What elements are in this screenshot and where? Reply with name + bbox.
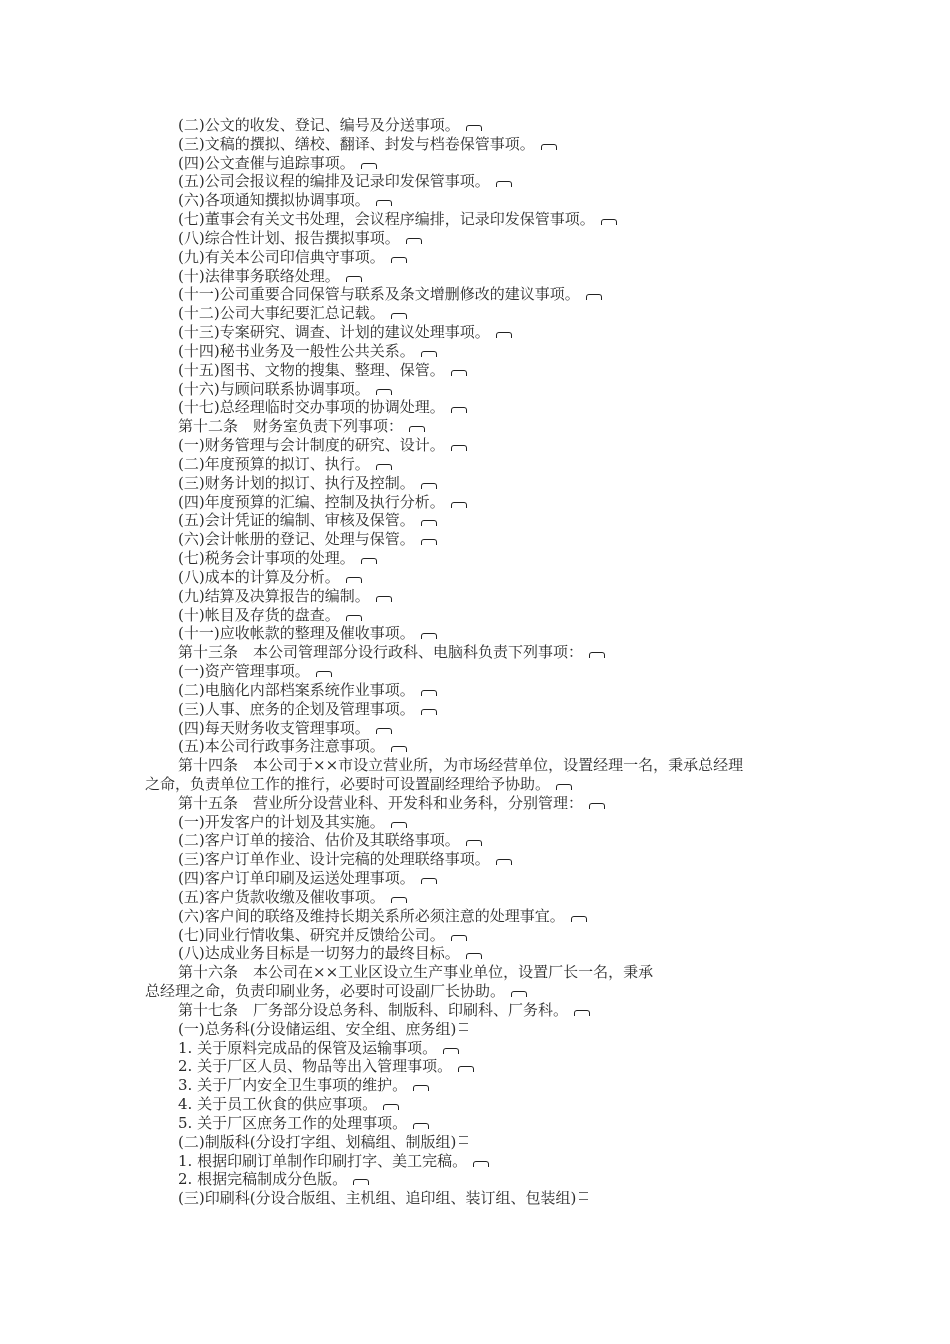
paragraph-mark-icon [391,313,407,319]
line-text: (二)公文的收发、登记、编号及分送事项。 [178,116,460,134]
line-text: (五)客户货款收缴及催收事项。 [178,887,385,906]
document-line [145,511,815,530]
paragraph-mark-icon [574,1010,590,1016]
line-break-mark-icon [459,1136,468,1144]
paragraph-mark-icon [421,633,437,639]
document-line [145,361,815,380]
document-line [145,1114,815,1133]
line-text: (十)帐目及存货的盘查。 [178,605,340,624]
document-line [145,474,815,493]
line-text: (一)财务管理与会计制度的研究、设计。 [178,436,445,455]
document-line [145,737,815,756]
document-line [145,549,815,568]
document-line [145,1039,815,1058]
line-text: (三)人事、庶务的企划及管理事项。 [178,699,415,718]
document-line [145,285,815,304]
line-text: (六)各项通知撰拟协调事项。 [178,191,370,210]
document-line [145,417,815,436]
line-text: (八)成本的计算及分析。 [178,567,340,586]
document-line [145,1095,815,1114]
line-text: 第十六条 本公司在××工业区设立生产事业单位，设置厂长一名，秉承 [178,963,654,982]
document-line [145,530,815,549]
line-text: 总经理之命，负责印刷业务，必要时可设副厂长协助。 [145,982,506,1001]
line-break-mark-icon [579,1192,588,1200]
paragraph-mark-icon [421,483,437,489]
paragraph-mark-icon [391,897,407,903]
document-line [145,568,815,587]
line-text: 第十五条 营业所分设营业科、开发科和业务科，分别管理： [178,793,584,812]
line-text: 之命，负责单位工作的推行，必要时可设置副经理给予协助。 [145,774,551,793]
line-text: (十一)公司重要合同保管与联系及条文增删修改的建议事项。 [178,285,580,304]
paragraph-mark-icon [571,916,587,922]
paragraph-mark-icon [391,746,407,752]
document-line [145,172,815,191]
document-line [145,1189,815,1208]
paragraph-mark-icon [383,1104,399,1110]
paragraph-mark-icon [376,596,392,602]
line-text: (三)印刷科(分设合版组、主机组、追印组、装订组、包装组) [178,1189,577,1208]
paragraph-mark-icon [496,181,512,187]
document-line [145,643,815,662]
line-text: (十三)专案研究、调查、计划的建议处理事项。 [178,323,490,342]
line-text: (九)结算及决算报告的编制。 [178,586,370,605]
paragraph-mark-icon [451,935,467,941]
document-line [145,813,815,832]
paragraph-mark-icon [346,577,362,583]
line-text: (四)年度预算的汇编、控制及执行分析。 [178,492,445,511]
paragraph-mark-icon [496,859,512,865]
document-line [145,398,815,417]
line-text: (一)资产管理事项。 [178,662,310,681]
document-line [145,756,815,775]
paragraph-mark-icon [376,389,392,395]
document-line [145,888,815,907]
paragraph-mark-icon [421,709,437,715]
paragraph-mark-icon [361,558,377,564]
document-line [145,1020,815,1039]
document-line [145,1170,815,1189]
paragraph-mark-icon [346,615,362,621]
paragraph-mark-icon [458,1066,474,1072]
line-text: 5. 关于厂区庶务工作的处理事项。 [178,1113,408,1132]
document-line [145,869,815,888]
document-line [145,982,815,1001]
paragraph-mark-icon [421,520,437,526]
line-text: 1. 根据印刷订单制作印刷打字、美工完稿。 [178,1151,468,1170]
document-line [145,1076,815,1095]
line-text: (十六)与顾问联系协调事项。 [178,379,370,398]
paragraph-mark-icon [413,1085,429,1091]
paragraph-mark-icon [511,991,527,997]
paragraph-mark-icon [316,671,332,677]
paragraph-mark-icon [406,238,422,244]
paragraph-mark-icon [421,351,437,357]
line-text: (九)有关本公司印信典守事项。 [178,247,385,266]
document-line [145,1001,815,1020]
line-text: 第十二条 财务室负责下列事项： [178,417,404,436]
paragraph-mark-icon [451,370,467,376]
line-text: (二)年度预算的拟订、执行。 [178,454,370,473]
line-text: (三)客户订单作业、设计完稿的处理联络事项。 [178,850,490,869]
line-text: 2. 关于厂区人员、物品等出入管理事项。 [178,1057,453,1076]
line-text: (五)本公司行政事务注意事项。 [178,737,385,756]
document-line [145,342,815,361]
document-line [145,606,815,625]
document-line [145,455,815,474]
document-line [145,191,815,210]
document-line [145,850,815,869]
document-line [145,587,815,606]
line-text: (十一)应收帐款的整理及催收事项。 [178,624,415,643]
document-line [145,775,815,794]
paragraph-mark-icon [466,953,482,959]
paragraph-mark-icon [409,426,425,432]
document-line [145,794,815,813]
paragraph-mark-icon [473,1161,489,1167]
line-break-mark-icon [459,1023,468,1031]
paragraph-mark-icon [421,878,437,884]
document-line [145,135,815,154]
paragraph-mark-icon [346,276,362,282]
document-line [145,662,815,681]
paragraph-mark-icon [589,652,605,658]
line-text: (四)每天财务收支管理事项。 [178,718,370,737]
line-text: (一)总务科(分设储运组、安全组、庶务组) [178,1019,457,1038]
document-line [145,831,815,850]
document-line [145,436,815,455]
line-text: (七)同业行情收集、研究并反馈给公司。 [178,925,445,944]
paragraph-mark-icon [353,1179,369,1185]
line-text: (二)制版科(分设打字组、划稿组、制版组) [178,1132,457,1151]
paragraph-mark-icon [601,219,617,225]
document-line [145,380,815,399]
line-text: (四)公文查催与追踪事项。 [178,153,355,172]
document-line [145,907,815,926]
document-line [145,624,815,643]
paragraph-mark-icon [466,840,482,846]
document-line [145,1057,815,1076]
line-text: (六)会计帐册的登记、处理与保管。 [178,530,415,549]
line-text: 第十七条 厂务部分设总务科、制版科、印刷科、厂务科。 [178,1000,569,1019]
document-line [145,963,815,982]
paragraph-mark-icon [451,445,467,451]
paragraph-mark-icon [413,1123,429,1129]
document-line [145,719,815,738]
paragraph-mark-icon [496,332,512,338]
line-text: (五)会计凭证的编制、审核及保管。 [178,511,415,530]
paragraph-mark-icon [589,803,605,809]
line-text: (八)达成业务目标是一切努力的最终目标。 [178,944,460,963]
line-text: (八)综合性计划、报告撰拟事项。 [178,228,400,247]
line-text: (二)客户订单的接洽、估价及其联络事项。 [178,831,460,850]
line-text: 1. 关于原料完成品的保管及运输事项。 [178,1038,438,1057]
line-text: (十)法律事务联络处理。 [178,266,340,285]
paragraph-mark-icon [391,257,407,263]
line-text: (二)电脑化内部档案系统作业事项。 [178,680,415,699]
document-line [145,323,815,342]
document-line [145,116,815,135]
document-line [145,700,815,719]
document-line [145,229,815,248]
line-text: 第十四条 本公司于××市设立营业所，为市场经营单位，设置经理一名，秉承总经理 [178,756,744,775]
line-text: (十七)总经理临时交办事项的协调处理。 [178,398,445,417]
paragraph-mark-icon [421,539,437,545]
paragraph-mark-icon [376,728,392,734]
document-line [145,210,815,229]
paragraph-mark-icon [421,690,437,696]
line-text: (五)公司会报议程的编排及记录印发保管事项。 [178,172,490,191]
line-text: (六)客户间的联络及维持长期关系所必须注意的处理事宜。 [178,906,565,925]
line-text: (三)财务计划的拟订、执行及控制。 [178,473,415,492]
paragraph-mark-icon [556,784,572,790]
line-text: (七)董事会有关文书处理，会议程序编排，记录印发保管事项。 [178,210,595,229]
line-text: 2. 根据完稿制成分色版。 [178,1170,348,1189]
line-text: 第十三条 本公司管理部分设行政科、电脑科负责下列事项： [178,643,584,662]
document-page [145,116,815,1208]
document-line [145,1152,815,1171]
document-line [145,944,815,963]
paragraph-mark-icon [361,163,377,169]
document-line [145,154,815,173]
document-line [145,248,815,267]
document-line [145,304,815,323]
line-text: (十四)秘书业务及一般性公共关系。 [178,341,415,360]
document-line [145,267,815,286]
paragraph-mark-icon [451,407,467,413]
document-line [145,926,815,945]
document-line [145,1133,815,1152]
paragraph-mark-icon [376,464,392,470]
paragraph-mark-icon [376,200,392,206]
paragraph-mark-icon [451,502,467,508]
paragraph-mark-icon [586,294,602,300]
line-text: (三)文稿的撰拟、缮校、翻译、封发与档卷保管事项。 [178,134,535,153]
paragraph-mark-icon [391,822,407,828]
paragraph-mark-icon [466,125,482,131]
document-line [145,681,815,700]
document-line [145,493,815,512]
line-text: (四)客户订单印刷及运送处理事项。 [178,869,415,888]
line-text: (十二)公司大事纪要汇总记载。 [178,304,385,323]
line-text: (七)税务会计事项的处理。 [178,549,355,568]
paragraph-mark-icon [443,1048,459,1054]
line-text: (十五)图书、文物的搜集、整理、保管。 [178,360,445,379]
line-text: 3. 关于厂内安全卫生事项的维护。 [178,1076,408,1095]
line-text: (一)开发客户的计划及其实施。 [178,812,385,831]
paragraph-mark-icon [541,144,557,150]
line-text: 4. 关于员工伙食的供应事项。 [178,1095,378,1114]
